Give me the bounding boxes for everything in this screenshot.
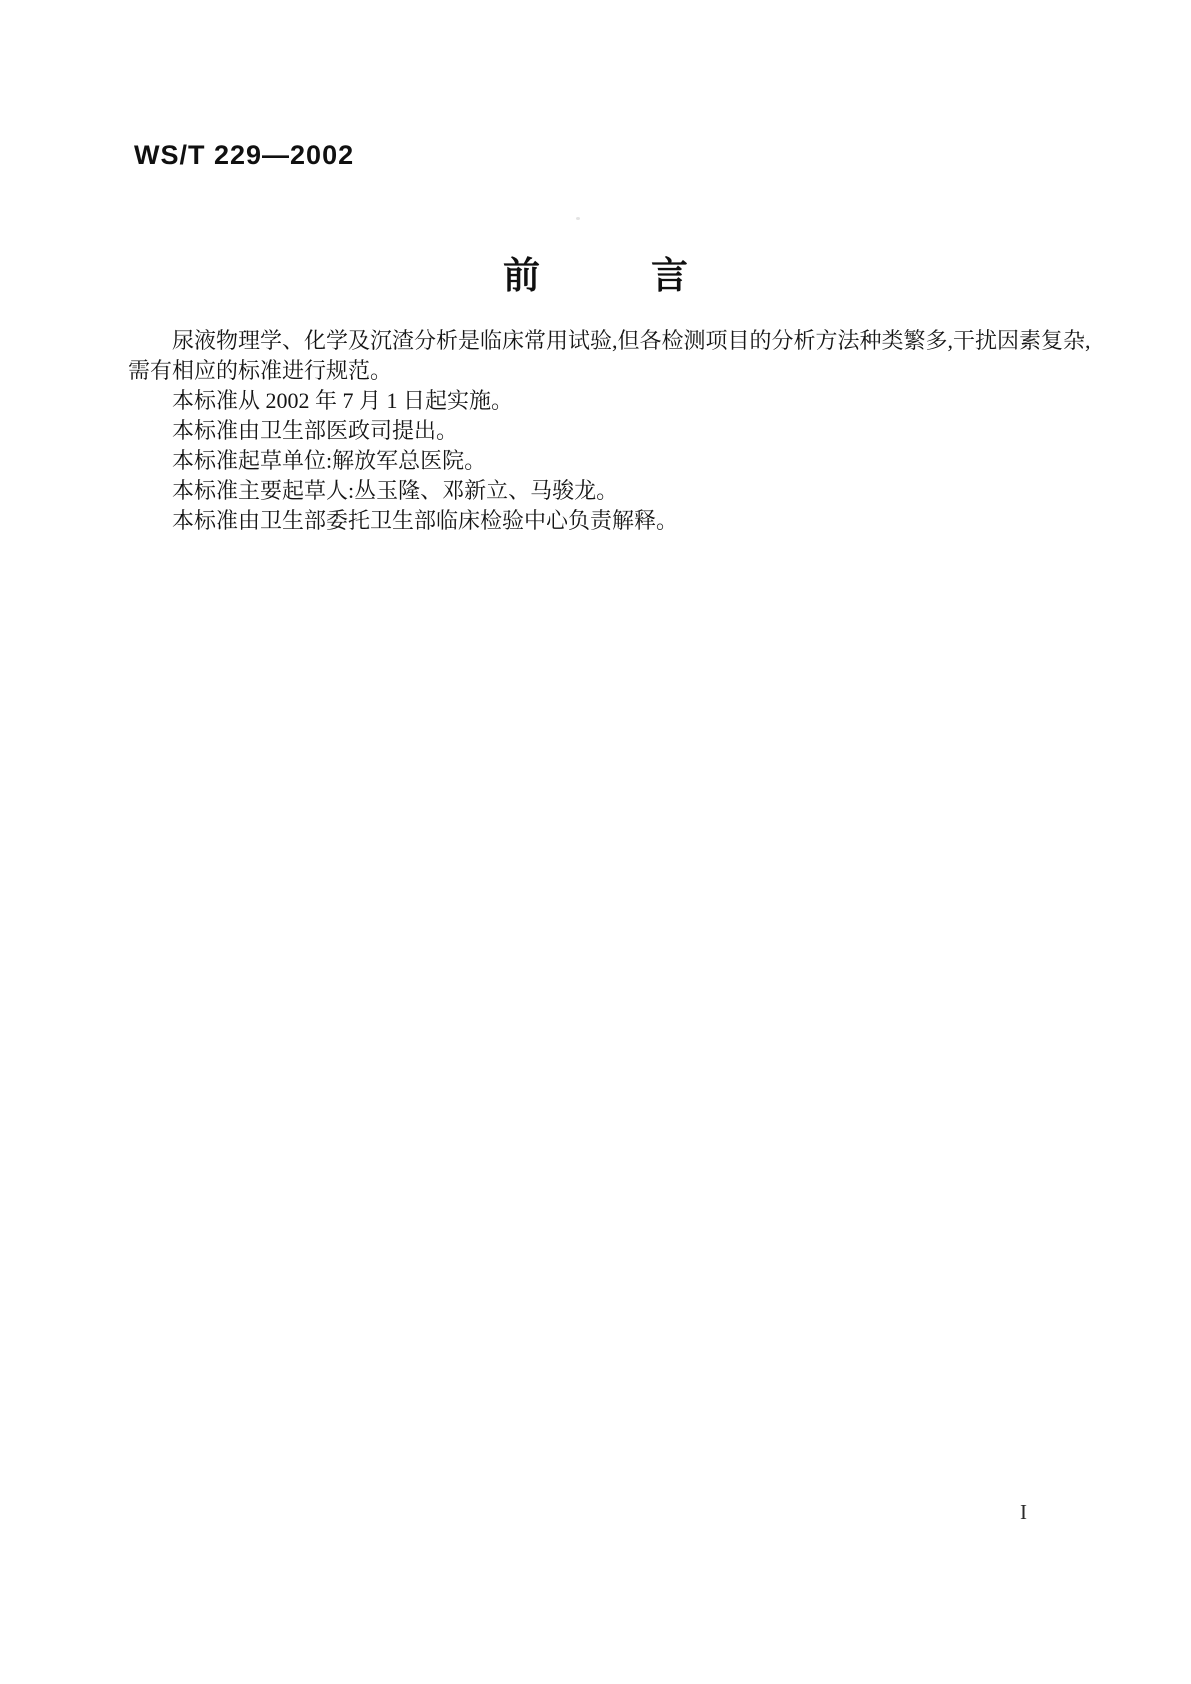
scan-artifact-dot [576,217,580,220]
foreword-statement: 本标准起草单位:解放军总医院。 [172,448,487,473]
foreword-title: 前 言 [503,256,688,297]
foreword-statement: 本标准主要起草人:丛玉隆、邓新立、马骏龙。 [172,478,619,503]
foreword-paragraph-line: 需有相应的标准进行规范。 [128,358,393,383]
foreword-statement: 本标准由卫生部委托卫生部临床检验中心负责解释。 [172,508,679,533]
standard-number: WS/T 229—2002 [134,140,355,170]
foreword-statement: 本标准从 2002 年 7 月 1 日起实施。 [172,388,514,413]
foreword-body [128,326,1091,536]
page-number: I [1020,1500,1027,1524]
foreword-paragraph-line: 尿液物理学、化学及沉渣分析是临床常用试验,但各检测项目的分析方法种类繁多,干扰因素复杂, [172,328,1091,353]
foreword-statement: 本标准由卫生部医政司提出。 [172,418,459,443]
